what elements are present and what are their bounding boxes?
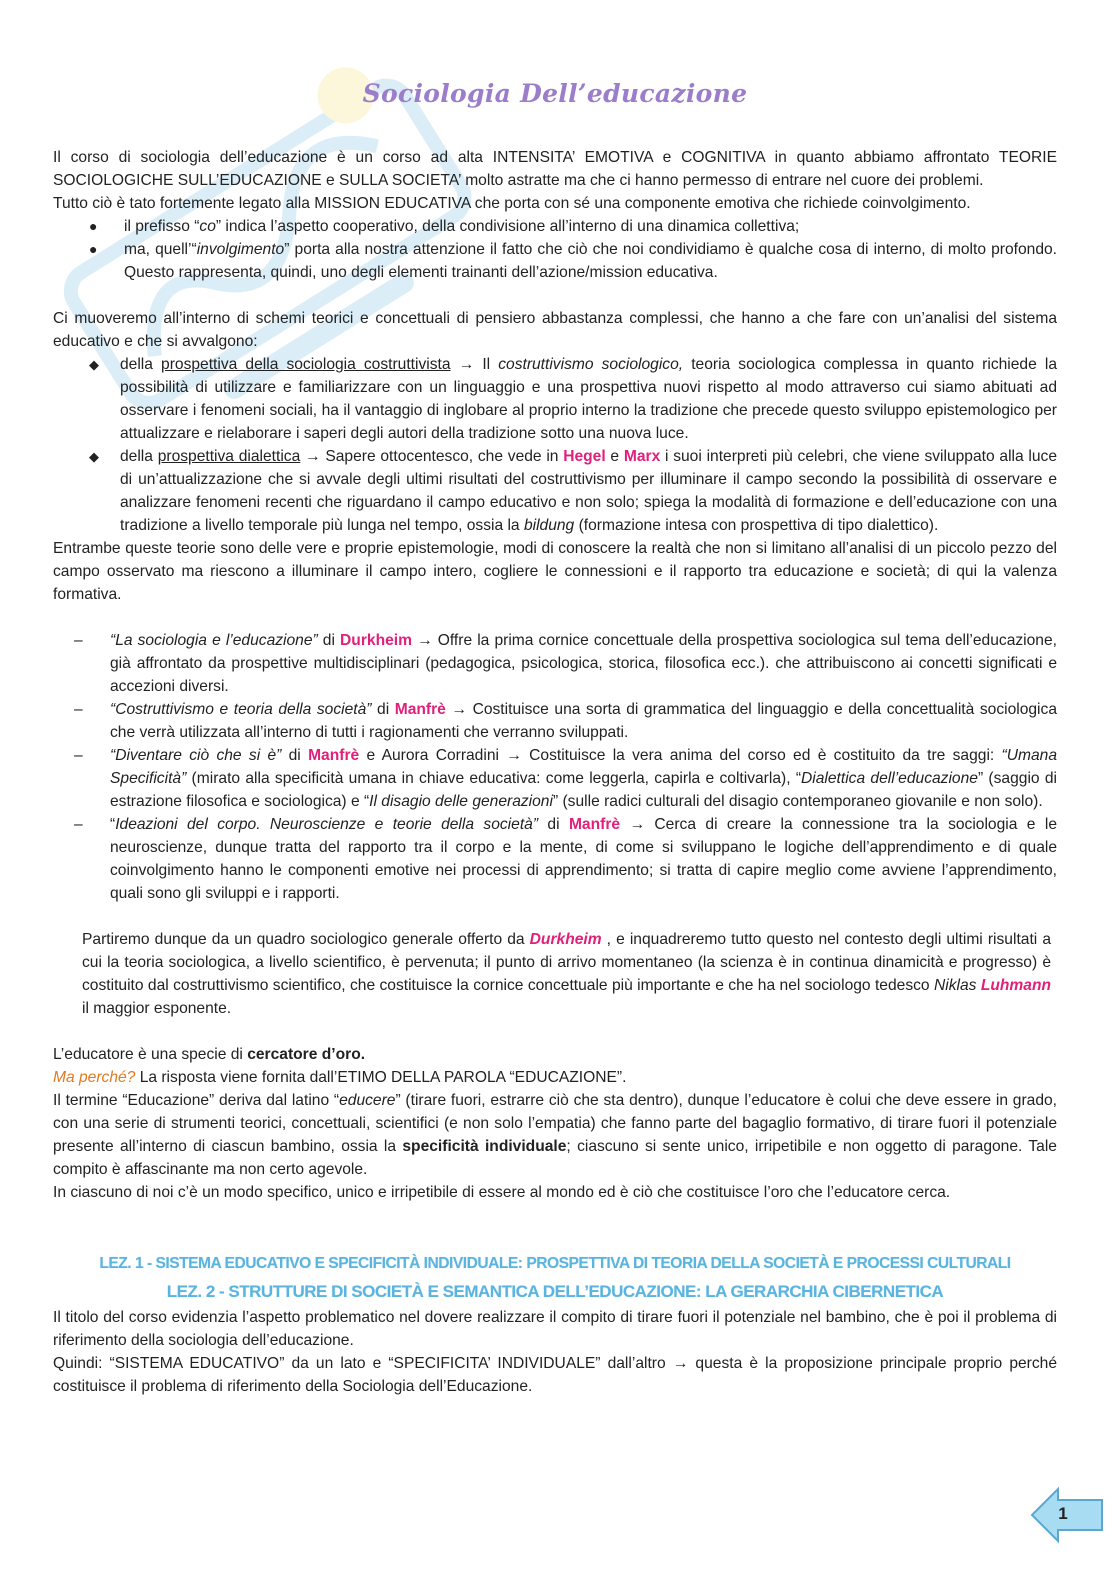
list-item: – “Ideazioni del corpo. Neuroscienze e teorie della società” di Manfrè → Cerca di creare la connessione tra la sociologia e le neuroscienze, dunque tratta del rapporto tra il corpo e la mente, di come si sviluppano le logiche dell’apprendimento e di quale coinvolgimento hanno le componenti emotive nei processi di apprendimento; si tratta di capire meglio come avviene l’apprendimento, quali sono gli sviluppi e i rapporti.: [53, 813, 1057, 905]
diamond-icon: ◆: [89, 357, 99, 372]
bullet-icon: ●: [89, 241, 98, 257]
author-name: Durkheim: [529, 931, 602, 948]
bullet-icon: ●: [89, 218, 98, 234]
list-item: – “La sociologia e l’educazione” di Durkheim → Offre la prima cornice concettuale della prospettiva sociologica sul tema dell’educazione, già affrontato da prospettive multidisciplinari (pedagogica, psicologica, storica, filosofica ecc.). che attribuiscono ai concetti significati e accezioni diversi.: [53, 629, 1057, 698]
intro-bullet-list: [53, 215, 1057, 284]
books-list: [53, 629, 1057, 905]
prospettive-list: [53, 353, 1057, 537]
schemi-paragraph: Ci muoveremo all’interno di schemi teorici e concettuali di pensiero abbastanza complessi, che hanno a che fare con un’analisi del sistema educativo e che si avvalgono:: [53, 310, 1057, 350]
question-text: Ma perché?: [53, 1069, 136, 1086]
author-name: Durkheim: [340, 632, 412, 649]
partiremo-paragraph: Partiremo dunque da un quadro sociologico generale offerto da Durkheim , e inquadreremo tutto questo nel contesto degli ultimi risultati a cui la teoria sociologica, a livello scientifico, è pervenuta; il punto di arrivo momentaneo (la scienza è in continua dinamicità e progresso) è costituito dal costruttivismo scientifico, che costituisce la cornice concettuale più importante e che ha nel sociologo tedesco Niklas Luhmann il maggior esponente.: [82, 931, 1051, 1017]
list-item: ◆ della prospettiva dialettica → Sapere ottocentesco, che vede in Hegel e Marx i suoi interpreti più celebri, che viene sviluppato alla luce di un’attualizzazione che si avvale degli ultimi risultati del costruttivismo per illuminare il campo secondo la possibilità di osservare e analizzare fenomeni recenti che riguardano il campo educativo e non solo; spiega la modalità di formazione e dell’educazione con una tradizione a livello temporale più lunga nel tempo, ossia la bildung (formazione intesa con prospettiva di tipo dialettico).: [53, 445, 1057, 537]
lesson-1-heading: LEZ. 1 - SISTEMA EDUCATIVO E SPECIFICITÀ INDIVIDUALE: PROSPETTIVA DI TEORIA DELLA SOCIETÀ E PROCESSI CULTURALI: [99, 1255, 1011, 1272]
list-item: – “Costruttivismo e teoria della società” di Manfrè → Costituisce una sorta di grammatica del linguaggio e della concettualità sociologica che verrà utilizzata all’interno di tutti i ragionamenti che verranno sviluppati.: [53, 698, 1057, 744]
author-name: Manfrè: [568, 816, 621, 833]
document-page: [53, 72, 1057, 1398]
author-name: Marx: [623, 448, 661, 465]
educatore-paragraph: L’educatore è una specie di cercatore d’oro. Ma perché? La risposta viene fornita dall’ETIMO DELLA PAROLA “EDUCAZIONE”. Il termine “Educazione” deriva dal latino “educere” (tirare fuori, estrarre ciò che sta dentro), dunque l’educatore è colui che deve essere in grado, con una serie di strumenti teorici, concettuali, scientifici (e non solo l’empatia) che fanno parte del bagaglio formativo, di tirare fuori il potenziale presente all’interno di ciascun bambino, ossia la specificità individuale; ciascuno si sente unico, irripetibile e non oggetto di paragone. Tale compito è affascinante ma non certo agevole. In ciascuno di noi c’è un modo specifico, unico e irripetibile di essere al mondo ed è ciò che costituisce l’oro che l’educatore cerca.: [53, 1046, 1057, 1201]
lezioni-paragraph: Il titolo del corso evidenzia l’aspetto problematico nel dovere realizzare il compito di tirare fuori il potenziale nel bambino, che è poi il problema di riferimento della sociologia dell’educazione. Quindi: “SISTEMA EDUCATIVO” da un lato e “SPECIFICITA’ INDIVIDUALE” dall’altro → questa è la proposizione principale proprio perché costituisce il problema di riferimento della Sociologia dell’Educazione.: [53, 1309, 1057, 1395]
list-item: ◆ della prospettiva della sociologia costruttivista → Il costruttivismo sociologico, teoria sociologica complessa in quanto richiede la possibilità di utilizzare e familiarizzare con un linguaggio e una prospettiva nuovi rispetto al modo attraverso cui siamo abituati ad osservare i fenomeni sociali, ha il vantaggio di inglobare al proprio interno la tradizione che precede questo sviluppo epistemologico per attualizzare e rielaborare i saperi degli autori della tradizione sotto una nuova luce.: [53, 353, 1057, 445]
dash-icon: –: [74, 632, 83, 649]
list-item: ● ma, quell’“involgimento” porta alla nostra attenzione il fatto che ciò che noi condividiamo è qualche cosa di interno, di molto profondo. Questo rappresenta, quindi, uno degli elementi trainanti dell’azione/mission educativa.: [53, 238, 1057, 284]
intro-paragraph: Il corso di sociologia dell’educazione è un corso ad alta INTENSITA’ EMOTIVA e COGNITIVA in quanto abbiamo affrontato TEORIE SOCIOLOGICHE SULL’EDUCAZIONE e SULLA SOCIETA’ molto astratte ma che ci hanno permesso di entrare nel cuore dei problemi. Tutto ciò è tato fortemente legato alla MISSION EDUCATIVA che porta con sé una componente emotiva che richiede coinvolgimento.: [53, 149, 1057, 212]
epistemologie-paragraph: Entrambe queste teorie sono delle vere e proprie epistemologie, modi di conoscere la realtà che non si limitano all’analisi di un piccolo pezzo del campo osservato ma riescono a illuminare il campo intero, cogliere le connessioni e il rapporto tra educazione e società; di qui la valenza formativa.: [53, 540, 1057, 603]
lesson-2-heading: LEZ. 2 - STRUTTURE DI SOCIETÀ E SEMANTICA DELL’EDUCAZIONE: LA GERARCHIA CIBERNETICA: [166, 1282, 944, 1301]
page-number-badge: [1030, 1486, 1106, 1544]
page-title: Sociologia Dell’educazione: [362, 79, 748, 108]
dash-icon: –: [74, 747, 83, 764]
author-name: Manfrè: [394, 701, 446, 718]
diamond-icon: ◆: [89, 449, 99, 464]
author-name: Luhmann: [980, 977, 1051, 994]
page-number: 1: [1058, 1504, 1068, 1523]
list-item: ● il prefisso “co” indica l’aspetto cooperativo, della condivisione all’interno di una dinamica collettiva;: [53, 215, 1057, 238]
author-name: Manfrè: [308, 747, 360, 764]
list-item: – “Diventare ciò che si è” di Manfrè e Aurora Corradini → Costituisce la vera anima del corso ed è costituito da tre saggi: “Umana Specificità” (mirato alla specificità umana in chiave educativa: come leggerla, capirla e coltivarla), “Dialettica dell’educazione” (saggio di estrazione filosofica e sociologica) e “Il disagio delle generazioni” (sulle radici culturali del disagio contemporaneo giovanile e non solo).: [53, 744, 1057, 813]
author-name: Hegel: [563, 448, 606, 465]
dash-icon: –: [74, 816, 83, 833]
dash-icon: –: [74, 701, 83, 718]
